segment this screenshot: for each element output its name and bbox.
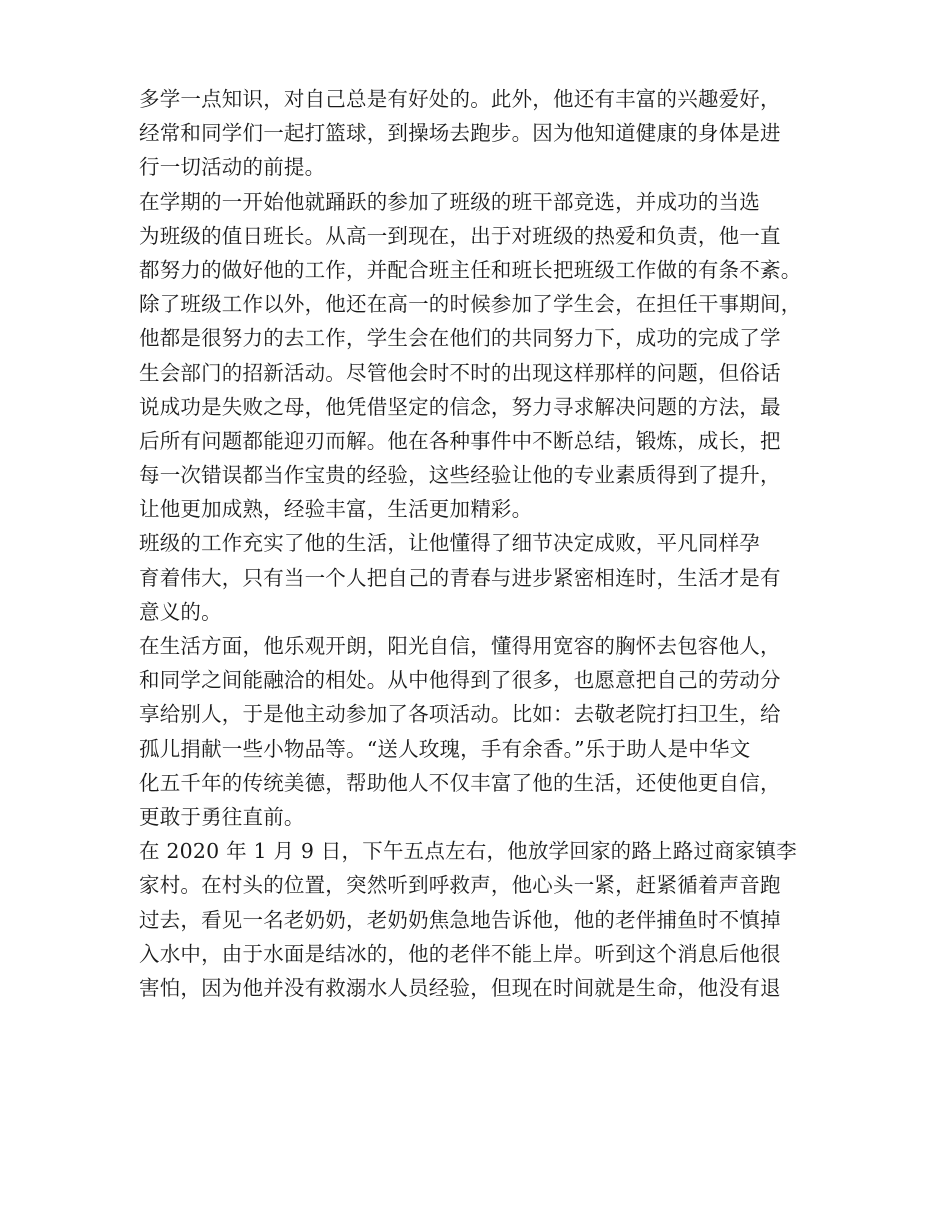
- body-text: [139, 82, 839, 1005]
- text-line: 班级的工作充实了他的生活，让他懂得了细节决定成败，平凡同样孕: [139, 531, 760, 556]
- text-line: 入水中，由于水面是结冰的，他的老伴不能上岸。听到这个消息后他很: [139, 941, 781, 966]
- text-line: 他都是很努力的去工作，学生会在他们的共同努力下，成功的完成了学: [139, 326, 781, 351]
- text-line: 多学一点知识，对自己总是有好处的。此外，他还有丰富的兴趣爱好，: [139, 87, 781, 111]
- text-line: 经常和同学们一起打篮球，到操场去跑步。因为他知道健康的身体是进: [139, 121, 781, 146]
- text-line: 都努力的做好他的工作，并配合班主任和班长把班级工作做的有条不紊。: [139, 257, 802, 282]
- text-line: 家村。在村头的位置，突然听到呼救声，他心头一紧，赶紧循着声音跑: [139, 873, 781, 898]
- text-line: 在 2020 年 1 月 9 日，下午五点左右，他放学回家的路上路过商家镇李: [139, 839, 797, 864]
- text-line: 孤儿捐献一些小物品等。“送人玫瑰，手有余香。”乐于助人是中华文: [139, 736, 751, 761]
- text-line: 和同学之间能融洽的相处。从中他得到了很多，也愿意把自己的劳动分: [139, 668, 781, 693]
- text-line: 更敢于勇往直前。: [139, 804, 305, 829]
- text-line: 过去，看见一名老奶奶，老奶奶焦急地告诉他，他的老伴捕鱼时不慎掉: [139, 907, 781, 932]
- text-line: 在学期的一开始他就踊跃的参加了班级的班干部竞选，并成功的当选: [139, 189, 760, 214]
- text-line: 行一切活动的前提。: [139, 155, 326, 180]
- text-line: 在生活方面，他乐观开朗，阳光自信，懂得用宽容的胸怀去包容他人，: [139, 634, 781, 658]
- text-line: 化五千年的传统美德，帮助他人不仅丰富了他的生活，还使他更自信，: [139, 770, 781, 795]
- text-line: 为班级的值日班长。从高一到现在，出于对班级的热爱和负责，他一直: [139, 223, 781, 248]
- text-line: 生会部门的招新活动。尽管他会时不时的出现这样那样的问题，但俗话: [139, 360, 781, 385]
- text-line: 育着伟大，只有当一个人把自己的青春与进步紧密相连时，生活才是有: [139, 565, 781, 590]
- text-line: 每一次错误都当作宝贵的经验，这些经验让他的专业素质得到了提升，: [139, 463, 781, 488]
- text-line: 后所有问题都能迎刃而解。他在各种事件中不断总结，锻炼，成长，把: [139, 428, 781, 453]
- text-line: 让他更加成熟，经验丰富，生活更加精彩。: [139, 497, 533, 522]
- text-line: 说成功是失败之母，他凭借坚定的信念，努力寻求解决问题的方法，最: [139, 394, 781, 419]
- text-line: 享给别人，于是他主动参加了各项活动。比如：去敬老院打扫卫生，给: [139, 702, 781, 727]
- text-line: 除了班级工作以外，他还在高一的时候参加了学生会，在担任干事期间，: [139, 292, 802, 317]
- text-line: 害怕，因为他并没有救溺水人员经验，但现在时间就是生命，他没有退: [139, 975, 781, 1000]
- text-line: 意义的。: [139, 599, 222, 624]
